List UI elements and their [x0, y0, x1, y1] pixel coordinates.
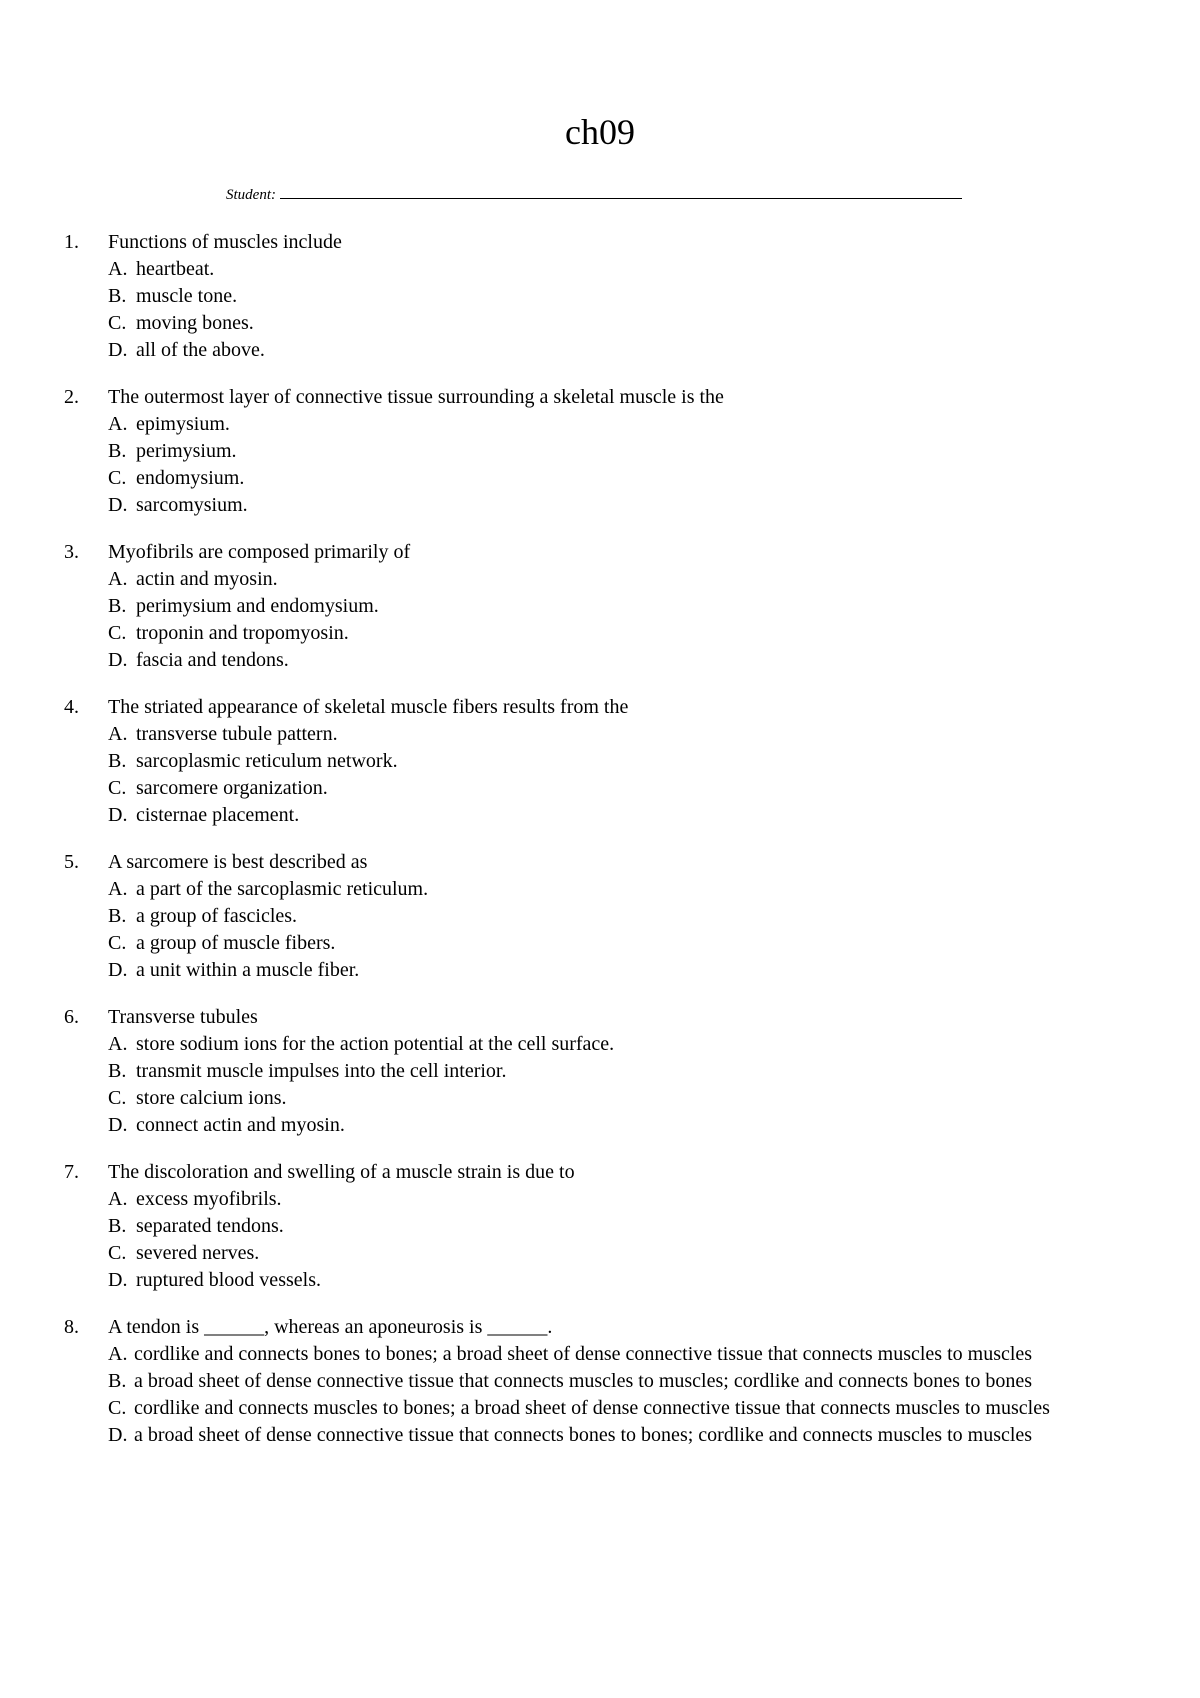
question-number: 5.	[64, 851, 79, 873]
question-1	[64, 229, 1164, 364]
option-text: perimysium.	[136, 440, 237, 462]
option-b	[108, 1213, 1164, 1240]
question-7	[64, 1159, 1164, 1294]
option-d	[108, 647, 1164, 674]
student-label: Student:	[226, 187, 276, 203]
option-text: transmit muscle impulses into the cell interior.	[136, 1060, 507, 1082]
option-letter: D.	[108, 1114, 128, 1136]
option-a	[108, 566, 1164, 593]
option-text: excess myofibrils.	[136, 1188, 282, 1210]
question-5	[64, 849, 1164, 984]
option-c	[108, 1240, 1164, 1267]
option-letter: A.	[108, 723, 128, 745]
option-text: sarcoplasmic reticulum network.	[136, 750, 398, 772]
document-title: ch09	[565, 112, 635, 152]
option-letter: C.	[108, 312, 127, 334]
option-c	[108, 1395, 1164, 1422]
option-letter: B.	[108, 1060, 127, 1082]
option-text: epimysium.	[136, 413, 230, 435]
option-a	[108, 721, 1164, 748]
question-stem: The outermost layer of connective tissue surrounding a skeletal muscle is the	[108, 386, 724, 408]
question-8	[64, 1314, 1164, 1449]
option-text: a group of fascicles.	[136, 905, 298, 927]
option-letter: D.	[108, 959, 128, 981]
option-letter: B.	[108, 905, 127, 927]
option-d	[108, 1267, 1164, 1294]
option-b	[108, 283, 1164, 310]
option-text: troponin and tropomyosin.	[136, 622, 349, 644]
option-b	[108, 593, 1164, 620]
option-text: moving bones.	[136, 312, 254, 334]
option-a	[108, 1186, 1164, 1213]
option-a	[108, 256, 1164, 283]
option-letter: A.	[108, 258, 128, 280]
student-field	[226, 186, 962, 204]
question-number: 4.	[64, 696, 79, 718]
student-name-blank[interactable]	[280, 186, 962, 199]
option-letter: D.	[108, 339, 128, 361]
option-a	[108, 1031, 1164, 1058]
option-text: heartbeat.	[136, 258, 215, 280]
question-4	[64, 694, 1164, 829]
question-number: 7.	[64, 1161, 79, 1183]
option-text: severed nerves.	[136, 1242, 260, 1264]
option-letter: C.	[108, 1242, 127, 1264]
option-letter: C.	[108, 777, 127, 799]
option-c	[108, 775, 1164, 802]
question-6	[64, 1004, 1164, 1139]
option-text: a part of the sarcoplasmic reticulum.	[136, 878, 429, 900]
question-number: 1.	[64, 231, 79, 253]
option-text: separated tendons.	[136, 1215, 284, 1237]
option-b	[108, 1368, 1164, 1395]
option-letter: A.	[108, 1188, 128, 1210]
option-letter: D.	[108, 649, 128, 671]
question-3	[64, 539, 1164, 674]
option-d	[108, 802, 1164, 829]
option-text: actin and myosin.	[136, 568, 278, 590]
option-b	[108, 903, 1164, 930]
option-letter: B.	[108, 750, 127, 772]
option-text: cordlike and connects muscles to bones; a broad sheet of dense connective tissue that connects muscles to muscles	[134, 1397, 1050, 1419]
option-letter: D.	[108, 494, 128, 516]
option-c	[108, 310, 1164, 337]
option-c	[108, 1085, 1164, 1112]
option-text: a broad sheet of dense connective tissue that connects bones to bones; cordlike and connects muscles to muscles	[134, 1424, 1033, 1446]
option-text: a unit within a muscle fiber.	[136, 959, 360, 981]
option-letter: A.	[108, 1033, 128, 1055]
question-stem: A sarcomere is best described as	[108, 851, 368, 873]
question-2	[64, 384, 1164, 519]
option-a	[108, 876, 1164, 903]
option-b	[108, 1058, 1164, 1085]
option-letter: A.	[108, 1343, 128, 1365]
question-number: 6.	[64, 1006, 79, 1028]
option-d	[108, 1422, 1164, 1449]
option-b	[108, 438, 1164, 465]
option-text: muscle tone.	[136, 285, 238, 307]
option-text: transverse tubule pattern.	[136, 723, 338, 745]
option-letter: C.	[108, 1087, 127, 1109]
option-text: sarcomere organization.	[136, 777, 328, 799]
option-letter: C.	[108, 932, 127, 954]
option-d	[108, 492, 1164, 519]
option-text: all of the above.	[136, 339, 265, 361]
option-d	[108, 337, 1164, 364]
option-b	[108, 748, 1164, 775]
option-a	[108, 1341, 1164, 1368]
option-letter: B.	[108, 1370, 127, 1392]
question-stem: The discoloration and swelling of a muscle strain is due to	[108, 1161, 575, 1183]
option-text: perimysium and endomysium.	[136, 595, 379, 617]
option-text: a broad sheet of dense connective tissue that connects muscles to muscles; cordlike and connects bones to bones	[134, 1370, 1033, 1392]
option-letter: C.	[108, 1397, 127, 1419]
option-text: fascia and tendons.	[136, 649, 289, 671]
option-letter: B.	[108, 285, 127, 307]
question-stem: A tendon is ______, whereas an aponeurosis is ______.	[108, 1316, 553, 1338]
option-letter: B.	[108, 1215, 127, 1237]
option-text: cisternae placement.	[136, 804, 300, 826]
question-stem: Myofibrils are composed primarily of	[108, 541, 411, 563]
option-c	[108, 930, 1164, 957]
question-number: 8.	[64, 1316, 79, 1338]
question-number: 3.	[64, 541, 79, 563]
option-text: store sodium ions for the action potential at the cell surface.	[136, 1033, 615, 1055]
option-letter: C.	[108, 622, 127, 644]
option-letter: A.	[108, 413, 128, 435]
option-letter: D.	[108, 1269, 128, 1291]
option-letter: A.	[108, 878, 128, 900]
option-letter: B.	[108, 595, 127, 617]
option-d	[108, 957, 1164, 984]
question-stem: Transverse tubules	[108, 1006, 258, 1028]
option-c	[108, 620, 1164, 647]
option-text: sarcomysium.	[136, 494, 248, 516]
option-text: endomysium.	[136, 467, 245, 489]
question-stem: The striated appearance of skeletal muscle fibers results from the	[108, 696, 629, 718]
option-letter: A.	[108, 568, 128, 590]
question-number: 2.	[64, 386, 79, 408]
option-text: a group of muscle fibers.	[136, 932, 336, 954]
option-letter: C.	[108, 467, 127, 489]
option-letter: D.	[108, 804, 128, 826]
option-letter: D.	[108, 1424, 128, 1446]
option-text: cordlike and connects bones to bones; a broad sheet of dense connective tissue that connects muscles to muscles	[134, 1343, 1033, 1365]
question-list	[64, 229, 1164, 1469]
question-stem: Functions of muscles include	[108, 231, 342, 253]
option-text: store calcium ions.	[136, 1087, 287, 1109]
option-c	[108, 465, 1164, 492]
option-text: ruptured blood vessels.	[136, 1269, 321, 1291]
option-text: connect actin and myosin.	[136, 1114, 345, 1136]
option-d	[108, 1112, 1164, 1139]
option-a	[108, 411, 1164, 438]
option-letter: B.	[108, 440, 127, 462]
